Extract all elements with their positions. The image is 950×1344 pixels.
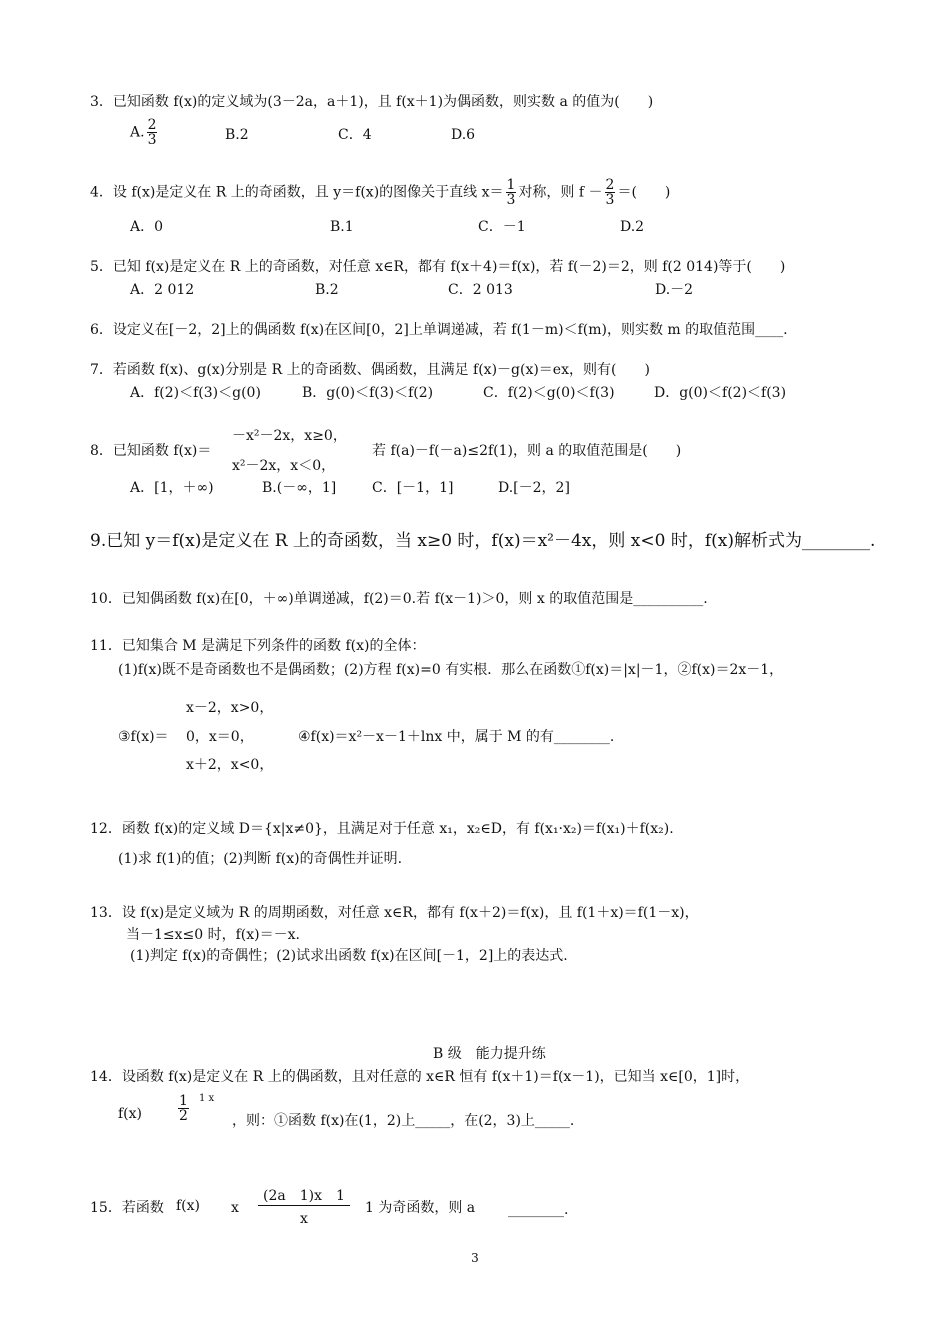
q13-stem: 13．设 f(x)是定义域为 R 的周期函数，对任意 x∈R，都有 f(x＋2)＝f(x)，且 f(1＋x)＝f(1－x)， xyxy=(90,905,699,921)
q7-option-a: A．f(2)＜f(3)＜g(0) xyxy=(130,385,261,401)
q8-option-d: D.[－2，2] xyxy=(498,480,570,496)
q8-case-2: x²－2x，x＜0， xyxy=(232,458,336,474)
q15-numerator: (2a 1)x 1 xyxy=(258,1187,350,1206)
q14-stem: 14．设函数 f(x)是定义在 R 上的偶函数，且对任意的 x∈R 恒有 f(x＋1)＝f(x－1)，已知当 x∈[0，1]时， xyxy=(90,1069,750,1085)
q5-option-b: B.2 xyxy=(315,282,339,298)
q7-option-b: B．g(0)＜f(3)＜f(2) xyxy=(302,385,434,401)
q11-case-1: x－2，x>0， xyxy=(186,700,274,716)
q4-stem-part-a: 4．设 f(x)是定义在 R 上的奇函数，且 y＝f(x)的图像关于直线 x＝ xyxy=(90,184,504,201)
q8-option-b: B.(－∞，1] xyxy=(262,480,337,496)
q15-tail: 1 为奇函数，则 a xyxy=(365,1200,476,1216)
q11-conditions: (1)f(x)既不是奇函数也不是偶函数；(2)方程 f(x)=0 有实根．那么在函数①f(x)＝|x|－1，②f(x)＝2x－1， xyxy=(118,662,784,678)
q5-stem: 5．已知 f(x)是定义在 R 上的奇函数，对任意 x∈R，都有 f(x＋4)＝f(x)，若 f(－2)＝2，则 f(2 014)等于( ) xyxy=(90,259,786,275)
q3-stem: 3．已知函数 f(x)的定义域为(3－2a，a＋1)，且 f(x＋1)为偶函数，则实数 a 的值为( ) xyxy=(90,94,654,110)
fraction-denominator: 2 xyxy=(179,1108,188,1124)
q3-option-b: B.2 xyxy=(225,127,249,143)
q4-option-a: A．0 xyxy=(130,219,164,235)
q4-fraction-2 xyxy=(605,178,616,207)
q5-option-d: D.－2 xyxy=(655,282,694,298)
q4-stem-part-b: 对称，则 f － xyxy=(518,184,603,201)
q9-stem: 9.已知 y＝f(x)是定义在 R 上的奇函数，当 x≥0 时，f(x)＝x²－4x，则 x<0 时，f(x)解析式为________. xyxy=(90,531,876,551)
q8-option-c: C．[－1，1] xyxy=(372,480,454,496)
page-number: 3 xyxy=(471,1251,479,1265)
q3-option-a xyxy=(130,118,159,147)
q14-tail: ，则：①函数 f(x)在(1，2)上_____，在(2，3)上_____. xyxy=(232,1113,575,1129)
q7-option-d: D．g(0)＜f(2)＜f(3) xyxy=(654,385,787,401)
q3-option-d: D.6 xyxy=(451,127,476,143)
q4-option-b: B.1 xyxy=(330,219,354,235)
q14-fx: f(x) xyxy=(118,1106,143,1122)
q4-fraction-1 xyxy=(506,178,517,207)
q7-option-c: C．f(2)＜g(0)＜f(3) xyxy=(483,385,615,401)
q7-stem: 7．若函数 f(x)、g(x)分别是 R 上的奇函数、偶函数，且满足 f(x)－g(x)＝ex，则有( ) xyxy=(90,362,650,378)
q11-function-4: ④f(x)＝x²－x－1＋lnx 中，属于 M 的有________. xyxy=(298,729,615,745)
q13-condition: 当－1≤x≤0 时，f(x)＝－x. xyxy=(126,927,300,943)
fraction-denominator: 3 xyxy=(506,192,516,208)
q11-case-3: x＋2，x<0， xyxy=(186,757,274,773)
section-b-heading: B 级 能力提升练 xyxy=(433,1046,546,1062)
q15-denominator: x xyxy=(300,1211,308,1227)
q3-option-c: C．4 xyxy=(338,127,372,143)
q15-fx: f(x) xyxy=(176,1198,201,1214)
q4-stem xyxy=(90,178,670,207)
q6-stem: 6．设定义在[－2，2]上的偶函数 f(x)在区间[0，2]上单调递减，若 f(1－m)＜f(m)，则实数 m 的取值范围____. xyxy=(90,322,788,338)
fraction-numerator: 2 xyxy=(147,117,157,133)
q3-option-a-fraction xyxy=(147,118,158,147)
fraction-denominator: 3 xyxy=(147,132,157,148)
q8-case-1: －x²－2x，x≥0， xyxy=(232,428,347,444)
q4-stem-part-c: ＝( ) xyxy=(617,184,671,201)
q12-stem: 12．函数 f(x)的定义域 D＝{x|x≠0}，且满足对于任意 x₁，x₂∈D，有 f(x₁·x₂)＝f(x₁)＋f(x₂). xyxy=(90,821,674,837)
q14-fraction xyxy=(176,1094,191,1123)
q15-x: x xyxy=(231,1200,239,1216)
q8-condition: 若 f(a)－f(－a)≤2f(1)，则 a 的取值范围是( ) xyxy=(372,443,682,459)
q8-prefix: 8．已知函数 f(x)＝ xyxy=(90,443,212,459)
q14-exponent: 1 x xyxy=(199,1093,215,1104)
q15-blank: ________. xyxy=(508,1202,569,1218)
q11-case-2: 0，x＝0， xyxy=(186,729,254,745)
q12-subquestions: (1)求 f(1)的值；(2)判断 f(x)的奇偶性并证明. xyxy=(118,851,403,867)
q4-option-d: D.2 xyxy=(620,219,645,235)
q11-function-3-label: ③f(x)＝ xyxy=(118,729,169,745)
fraction-numerator: 1 xyxy=(506,177,516,193)
q4-option-c: C．－1 xyxy=(478,219,526,235)
q8-option-a: A．[1，＋∞) xyxy=(130,480,214,496)
q11-stem: 11．已知集合 M 是满足下列条件的函数 f(x)的全体： xyxy=(90,638,426,654)
fraction-denominator: 3 xyxy=(605,192,615,208)
q5-option-a: A．2 012 xyxy=(130,282,195,298)
q3-option-a-prefix: A. xyxy=(130,124,145,141)
fraction-numerator: 2 xyxy=(605,177,615,193)
fraction-numerator: 1 xyxy=(179,1093,188,1109)
q13-subquestions: (1)判定 f(x)的奇偶性；(2)试求出函数 f(x)在区间[－1，2]上的表达式. xyxy=(130,948,568,964)
q5-option-c: C．2 013 xyxy=(448,282,513,298)
q15-prefix: 15．若函数 xyxy=(90,1200,164,1216)
q10-stem: 10．已知偶函数 f(x)在[0，＋∞)单调递减，f(2)＝0.若 f(x－1)＞0，则 x 的取值范围是__________. xyxy=(90,591,708,607)
